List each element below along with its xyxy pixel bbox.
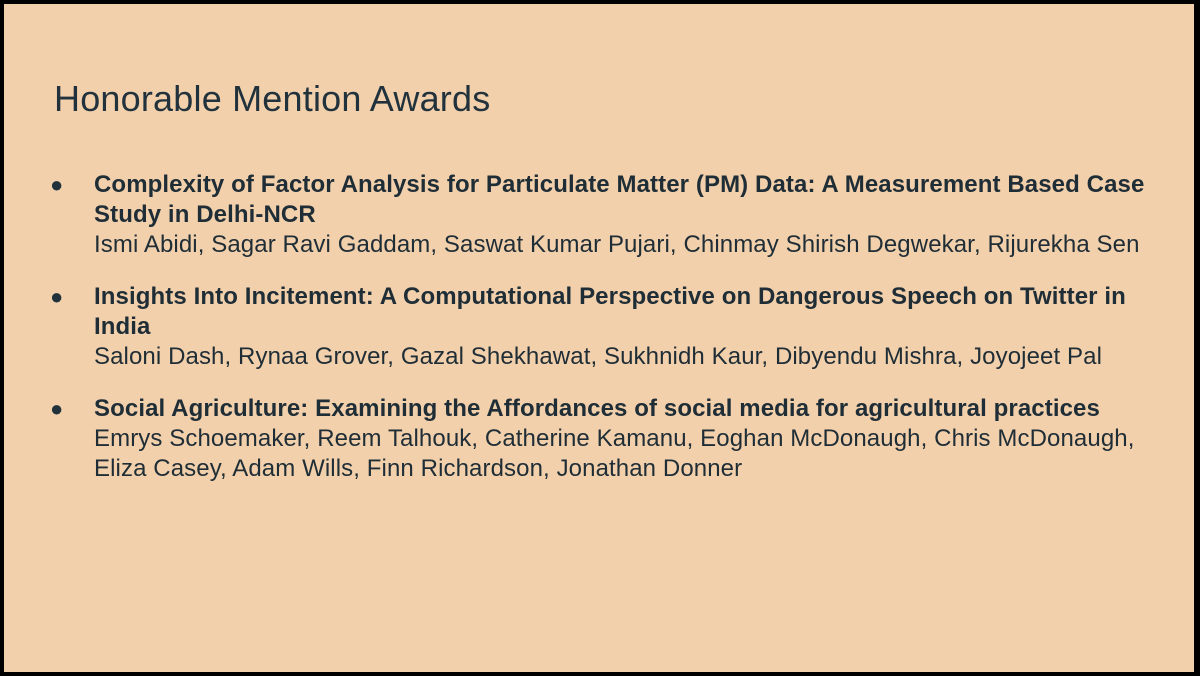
bullet-icon: ●: [50, 396, 64, 421]
bullet-icon: ●: [50, 284, 64, 309]
award-authors: Ismi Abidi, Sagar Ravi Gaddam, Saswat Kumar Pujari, Chinmay Shirish Degwekar, Rijurekha Sen: [94, 231, 1140, 258]
award-title: Complexity of Factor Analysis for Particulate Matter (PM) Data: A Measurement Based Case Study in Delhi-NCR: [94, 171, 1145, 228]
awards-list: [46, 170, 1166, 506]
slide-title: Honorable Mention Awards: [54, 78, 491, 119]
award-title: Insights Into Incitement: A Computational Perspective on Dangerous Speech on Twitter in India: [94, 283, 1126, 340]
award-authors: Saloni Dash, Rynaa Grover, Gazal Shekhawat, Sukhnidh Kaur, Dibyendu Mishra, Joyojeet Pal: [94, 343, 1103, 370]
award-title: Social Agriculture: Examining the Affordances of social media for agricultural practices: [94, 395, 1100, 422]
bullet-icon: ●: [50, 172, 64, 197]
award-item: [46, 394, 1166, 484]
award-authors: Emrys Schoemaker, Reem Talhouk, Catherine Kamanu, Eoghan McDonaugh, Chris McDonaugh, Eliza Casey, Adam Wills, Finn Richardson, Jonathan Donner: [94, 425, 1135, 482]
award-item: [46, 282, 1166, 372]
award-item: [46, 170, 1166, 260]
slide: [4, 4, 1194, 672]
